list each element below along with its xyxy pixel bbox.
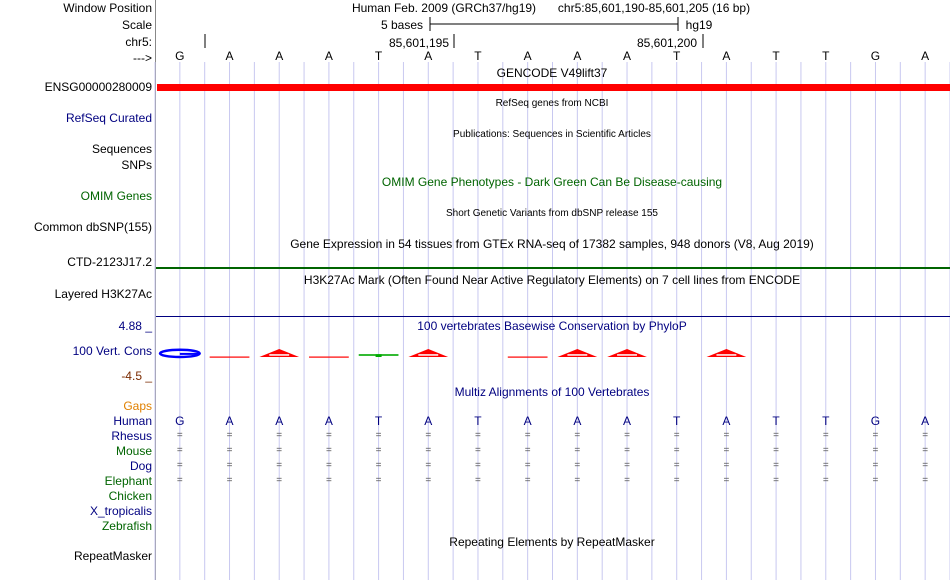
rhesus-aligned-mark: =: [822, 430, 829, 441]
refseq-track-title[interactable]: RefSeq genes from NCBI: [495, 98, 609, 109]
conservation-letter: [567, 354, 587, 356]
elephant-aligned-mark: =: [822, 475, 829, 486]
dog-aligned-mark: =: [574, 460, 581, 471]
sequence-base: A: [573, 49, 582, 63]
human-aligned-base: T: [474, 414, 482, 428]
human-aligned-base: G: [175, 414, 185, 428]
mouse-aligned-mark: =: [822, 445, 829, 456]
elephant-aligned-mark: =: [673, 475, 680, 486]
elephant-aligned-mark: =: [375, 475, 382, 486]
elephant-aligned-mark: =: [773, 475, 780, 486]
species-label-human[interactable]: Human: [113, 414, 152, 428]
elephant-aligned-mark: =: [325, 475, 332, 486]
pubs-track-title[interactable]: Publications: Sequences in Scientific Articles: [453, 129, 651, 140]
mouse-aligned-mark: =: [276, 445, 283, 456]
sequence-base: A: [324, 49, 333, 63]
human-aligned-base: A: [623, 414, 632, 428]
elephant-aligned-mark: =: [872, 475, 879, 486]
sequence-base: A: [225, 49, 234, 63]
elephant-aligned-mark: =: [922, 475, 929, 486]
mouse-aligned-mark: =: [872, 445, 879, 456]
elephant-aligned-mark: =: [475, 475, 481, 486]
elephant-aligned-mark: =: [425, 475, 432, 486]
rhesus-aligned-mark: =: [325, 430, 332, 441]
rhesus-aligned-mark: =: [773, 430, 780, 441]
rhesus-aligned-mark: =: [624, 430, 630, 441]
conservation-mark: [210, 357, 250, 358]
human-aligned-base: G: [870, 414, 881, 428]
window-position-label: Window Position: [63, 1, 152, 15]
chrom-label: chr5:: [125, 35, 152, 49]
snps-track-label[interactable]: SNPs: [121, 158, 152, 172]
rhesus-aligned-mark: =: [176, 430, 183, 441]
human-aligned-base: T: [673, 414, 681, 428]
repeatmasker-track-title[interactable]: Repeating Elements by RepeatMasker: [449, 535, 655, 549]
dog-aligned-mark: =: [375, 460, 382, 471]
dog-aligned-mark: =: [822, 460, 829, 471]
scale-label: Scale: [121, 18, 152, 32]
coord-label-1: 85,601,195: [388, 36, 450, 50]
conservation-letter: [716, 354, 736, 356]
mouse-aligned-mark: =: [325, 445, 332, 456]
rhesus-aligned-mark: =: [226, 430, 233, 441]
human-aligned-base: A: [573, 414, 582, 428]
gencode-track-title[interactable]: GENCODE V49lift37: [496, 66, 608, 80]
rhesus-aligned-mark: =: [425, 430, 432, 441]
mouse-aligned-mark: =: [922, 445, 929, 456]
conservation-letter: [617, 354, 637, 356]
human-aligned-base: T: [374, 414, 383, 428]
species-label-dog[interactable]: Dog: [129, 459, 152, 473]
sequence-base: T: [772, 49, 780, 63]
cons-max-label: 4.88 _: [118, 319, 152, 333]
rhesus-aligned-mark: =: [375, 430, 382, 441]
conservation-mark: [309, 357, 349, 358]
conservation-letter: [180, 353, 200, 355]
dog-aligned-mark: =: [425, 460, 432, 471]
assembly-title: Human Feb. 2009 (GRCh37/hg19): [351, 1, 537, 15]
elephant-aligned-mark: =: [176, 475, 183, 486]
sequence-base: G: [175, 49, 185, 63]
scale-db: hg19: [685, 18, 713, 32]
human-aligned-base: A: [225, 414, 234, 428]
elephant-aligned-mark: =: [574, 475, 581, 486]
conservation-letter: [557, 349, 597, 357]
mouse-aligned-mark: =: [425, 445, 432, 456]
cons-min-label: -4.5 _: [121, 369, 152, 383]
conservation-letter: [418, 354, 438, 356]
conservation-letter: [269, 354, 289, 356]
rhesus-aligned-mark: =: [922, 430, 929, 441]
sequence-base: A: [722, 49, 731, 63]
coord-label-2: 85,601,200: [636, 36, 698, 50]
mouse-aligned-mark: =: [773, 445, 780, 456]
mouse-aligned-mark: =: [176, 445, 183, 456]
dog-aligned-mark: =: [872, 460, 879, 471]
dog-aligned-mark: =: [773, 460, 780, 471]
elephant-aligned-mark: =: [226, 475, 233, 486]
mouse-aligned-mark: =: [375, 445, 382, 456]
human-aligned-base: A: [424, 414, 433, 428]
repeatmasker-track-label[interactable]: RepeatMasker: [73, 549, 152, 563]
rhesus-aligned-mark: =: [872, 430, 879, 441]
conservation-letter: [707, 349, 747, 357]
human-aligned-base: T: [822, 414, 830, 428]
dog-aligned-mark: =: [176, 460, 183, 471]
dbsnp-track-title[interactable]: Short Genetic Variants from dbSNP release 155: [446, 208, 658, 219]
conservation-letter: [376, 354, 382, 357]
dbsnp-track-label[interactable]: Common dbSNP(155): [33, 220, 152, 234]
ctd-track-label[interactable]: CTD-2123J17.2: [67, 255, 152, 269]
ctd-feature-line: [156, 267, 950, 269]
elephant-aligned-mark: =: [624, 475, 630, 486]
species-label-mouse[interactable]: Mouse: [115, 444, 152, 458]
dog-aligned-mark: =: [226, 460, 233, 471]
species-label-zebrafish[interactable]: Zebrafish: [101, 519, 152, 533]
mouse-aligned-mark: =: [524, 445, 531, 456]
conservation-letter: [259, 349, 299, 357]
species-label-rhesus[interactable]: Rhesus: [111, 429, 152, 443]
mouse-aligned-mark: =: [226, 445, 233, 456]
conservation-mark: [508, 357, 548, 358]
elephant-aligned-mark: =: [276, 475, 283, 486]
rhesus-aligned-mark: =: [524, 430, 531, 441]
mouse-aligned-mark: =: [673, 445, 680, 456]
multiz-track-title[interactable]: Multiz Alignments of 100 Vertebrates: [454, 385, 650, 399]
species-label-x_tropicalis[interactable]: X_tropicalis: [89, 504, 152, 518]
gtex-track-title[interactable]: Gene Expression in 54 tissues from GTEx RNA-seq of 17382 samples, 948 donors (V8, Aug 2019): [290, 237, 814, 251]
strand-label: --->: [133, 51, 152, 65]
rhesus-aligned-mark: =: [673, 430, 680, 441]
conservation-letter: [408, 349, 448, 357]
rhesus-aligned-mark: =: [574, 430, 581, 441]
human-aligned-base: A: [921, 414, 930, 428]
sequence-base: A: [523, 49, 532, 63]
human-aligned-base: A: [722, 414, 731, 428]
dog-aligned-mark: =: [325, 460, 332, 471]
mouse-aligned-mark: =: [475, 445, 481, 456]
sequence-base: T: [474, 49, 482, 63]
sequence-base: T: [673, 49, 681, 63]
refseq-track-label[interactable]: RefSeq Curated: [65, 111, 152, 125]
dog-aligned-mark: =: [624, 460, 630, 471]
dog-aligned-mark: =: [673, 460, 680, 471]
gaps-label[interactable]: Gaps: [123, 399, 152, 413]
h3k27-track-title[interactable]: H3K27Ac Mark (Often Found Near Active Regulatory Elements) on 7 cell lines from ENCODE: [303, 273, 801, 287]
sequences-track-label[interactable]: Sequences: [91, 142, 152, 156]
h3k27-track-label[interactable]: Layered H3K27Ac: [54, 287, 152, 301]
mouse-aligned-mark: =: [624, 445, 630, 456]
mouse-aligned-mark: =: [723, 445, 730, 456]
rhesus-aligned-mark: =: [475, 430, 481, 441]
sequence-base: T: [822, 49, 830, 63]
elephant-aligned-mark: =: [723, 475, 730, 486]
human-aligned-base: A: [523, 414, 532, 428]
mouse-aligned-mark: =: [574, 445, 581, 456]
conservation-track-title[interactable]: 100 vertebrates Basewise Conservation by PhyloP: [417, 319, 687, 333]
dog-aligned-mark: =: [922, 460, 929, 471]
sequence-base: T: [374, 49, 383, 63]
dog-aligned-mark: =: [524, 460, 531, 471]
gene-track-label[interactable]: ENSG00000280009: [44, 80, 152, 94]
conservation-letter: [607, 349, 647, 357]
sequence-base: A: [424, 49, 433, 63]
sequence-base: A: [623, 49, 632, 63]
sequence-base: G: [870, 49, 881, 63]
window-position: chr5:85,601,190-85,601,205 (16 bp): [557, 1, 751, 15]
human-aligned-base: T: [772, 414, 780, 428]
sequence-base: A: [275, 49, 284, 63]
omim-track-label[interactable]: OMIM Genes: [80, 189, 152, 203]
species-label-chicken[interactable]: Chicken: [108, 489, 152, 503]
omim-track-title[interactable]: OMIM Gene Phenotypes - Dark Green Can Be Disease-causing: [381, 175, 723, 189]
human-aligned-base: A: [275, 414, 284, 428]
dog-aligned-mark: =: [475, 460, 481, 471]
rhesus-aligned-mark: =: [723, 430, 730, 441]
scale-text: 5 bases: [380, 18, 424, 32]
human-aligned-base: A: [324, 414, 333, 428]
sequence-base: A: [921, 49, 930, 63]
elephant-aligned-mark: =: [524, 475, 531, 486]
species-label-elephant[interactable]: Elephant: [104, 474, 152, 488]
rhesus-aligned-mark: =: [276, 430, 283, 441]
gene-feature-bar: [157, 84, 950, 91]
cons-track-label[interactable]: 100 Vert. Cons: [72, 344, 152, 358]
dog-aligned-mark: =: [723, 460, 730, 471]
dog-aligned-mark: =: [276, 460, 283, 471]
